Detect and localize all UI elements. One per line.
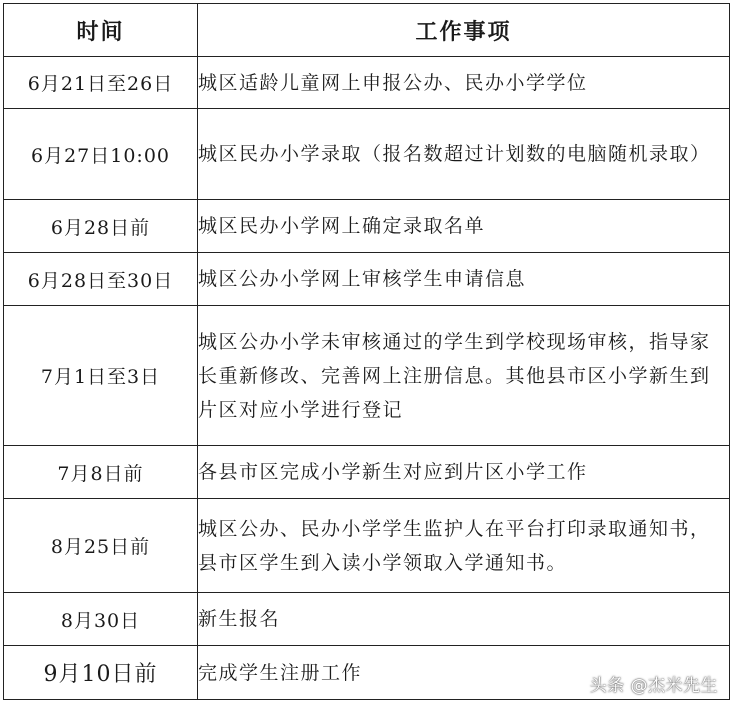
watermark: 头条 @杰米先生 (589, 676, 718, 696)
header-time: 时间 (4, 4, 198, 57)
item-cell: 城区公办小学网上审核学生申请信息 (198, 253, 730, 306)
time-cell: 8月30日 (4, 593, 198, 646)
table-row (4, 57, 730, 109)
table-row (4, 253, 730, 306)
time-cell: 7月1日至3日 (4, 306, 198, 446)
header-item: 工作事项 (198, 4, 730, 57)
time-cell: 8月25日前 (4, 499, 198, 593)
table-row (4, 306, 730, 446)
item-cell: 城区适龄儿童网上申报公办、民办小学学位 (198, 57, 730, 109)
time-cell: 7月8日前 (4, 446, 198, 499)
time-cell: 6月27日10:00 (4, 109, 198, 200)
schedule-table (3, 3, 730, 700)
table-row (4, 593, 730, 646)
table-row (4, 499, 730, 593)
item-cell: 城区公办小学未审核通过的学生到学校现场审核，指导家长重新修改、完善网上注册信息。其他县市区小学新生到片区对应小学进行登记 (198, 306, 730, 446)
item-cell: 各县市区完成小学新生对应到片区小学工作 (198, 446, 730, 499)
table-row (4, 200, 730, 253)
item-cell: 城区民办小学网上确定录取名单 (198, 200, 730, 253)
item-cell: 城区民办小学录取（报名数超过计划数的电脑随机录取） (198, 109, 730, 200)
time-cell: 6月21日至26日 (4, 57, 198, 109)
table-row (4, 109, 730, 200)
time-cell: 6月28日前 (4, 200, 198, 253)
item-cell: 新生报名 (198, 593, 730, 646)
item-cell: 完成学生注册工作 (198, 646, 730, 700)
time-cell: 9月10日前 (4, 646, 198, 700)
table-row (4, 446, 730, 499)
time-cell: 6月28日至30日 (4, 253, 198, 306)
item-cell: 城区公办、民办小学学生监护人在平台打印录取通知书，县市区学生到入读小学领取入学通知书。 (198, 499, 730, 593)
